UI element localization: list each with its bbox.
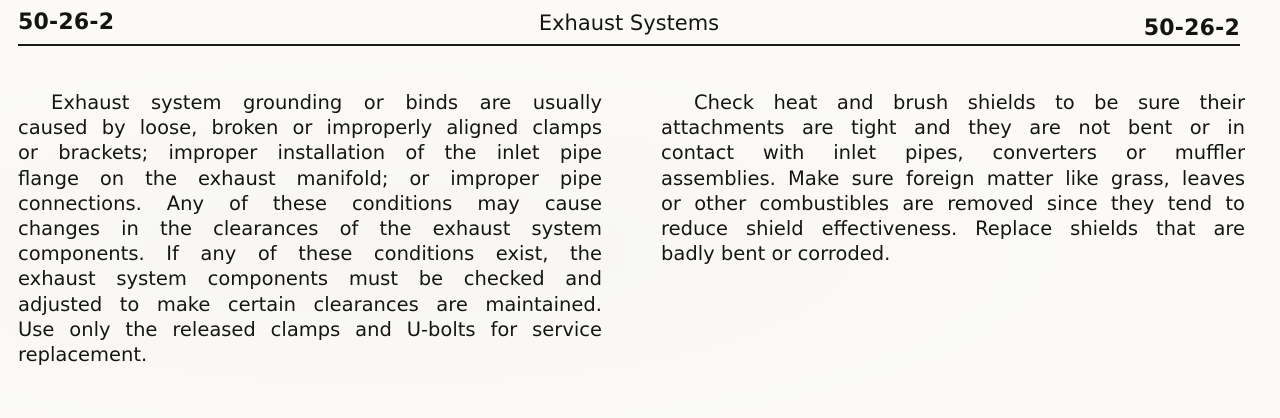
text-line: or other combustibles are removed since they tend to: [661, 191, 1245, 215]
text-line: badly bent or corroded.: [661, 242, 891, 266]
right-column-paragraph: [661, 90, 1245, 266]
running-title: Exhaust Systems: [538, 11, 720, 35]
left-column-paragraph: [18, 90, 602, 367]
text-line: connections. Any of these conditions may cause: [18, 191, 602, 215]
text-line: Use only the released clamps and U-bolts for service: [18, 317, 602, 341]
text-line: changes in the clearances of the exhaust system: [18, 217, 602, 241]
text-line: reduce shield effectiveness. Replace shields that are: [661, 217, 1245, 241]
text-line: caused by loose, broken or improperly aligned clamps: [18, 116, 602, 140]
text-line: attachments are tight and they are not bent or in: [661, 116, 1245, 140]
text-line: contact with inlet pipes, converters or muffler: [661, 141, 1245, 165]
text-line: exhaust system components must be checked and: [18, 267, 602, 291]
text-line: Check heat and brush shields to be sure their: [694, 91, 1245, 114]
text-line: assemblies. Make sure foreign matter like grass, leaves: [661, 166, 1245, 190]
text-line: Exhaust system grounding or binds are usually: [51, 91, 602, 114]
text-line: replacement.: [18, 343, 148, 367]
text-line: or brackets; improper installation of the inlet pipe: [18, 141, 602, 165]
text-line: flange on the exhaust manifold; or improper pipe: [18, 166, 602, 190]
page-header: [18, 8, 1240, 46]
page-number-left: 50-26-2: [18, 10, 115, 35]
page-number-right: 50-26-2: [1143, 16, 1240, 41]
show-through-artifact: [900, 335, 906, 359]
text-line: adjusted to make certain clearances are maintained.: [18, 292, 602, 316]
text-line: components. If any of these conditions exist, the: [18, 242, 602, 266]
